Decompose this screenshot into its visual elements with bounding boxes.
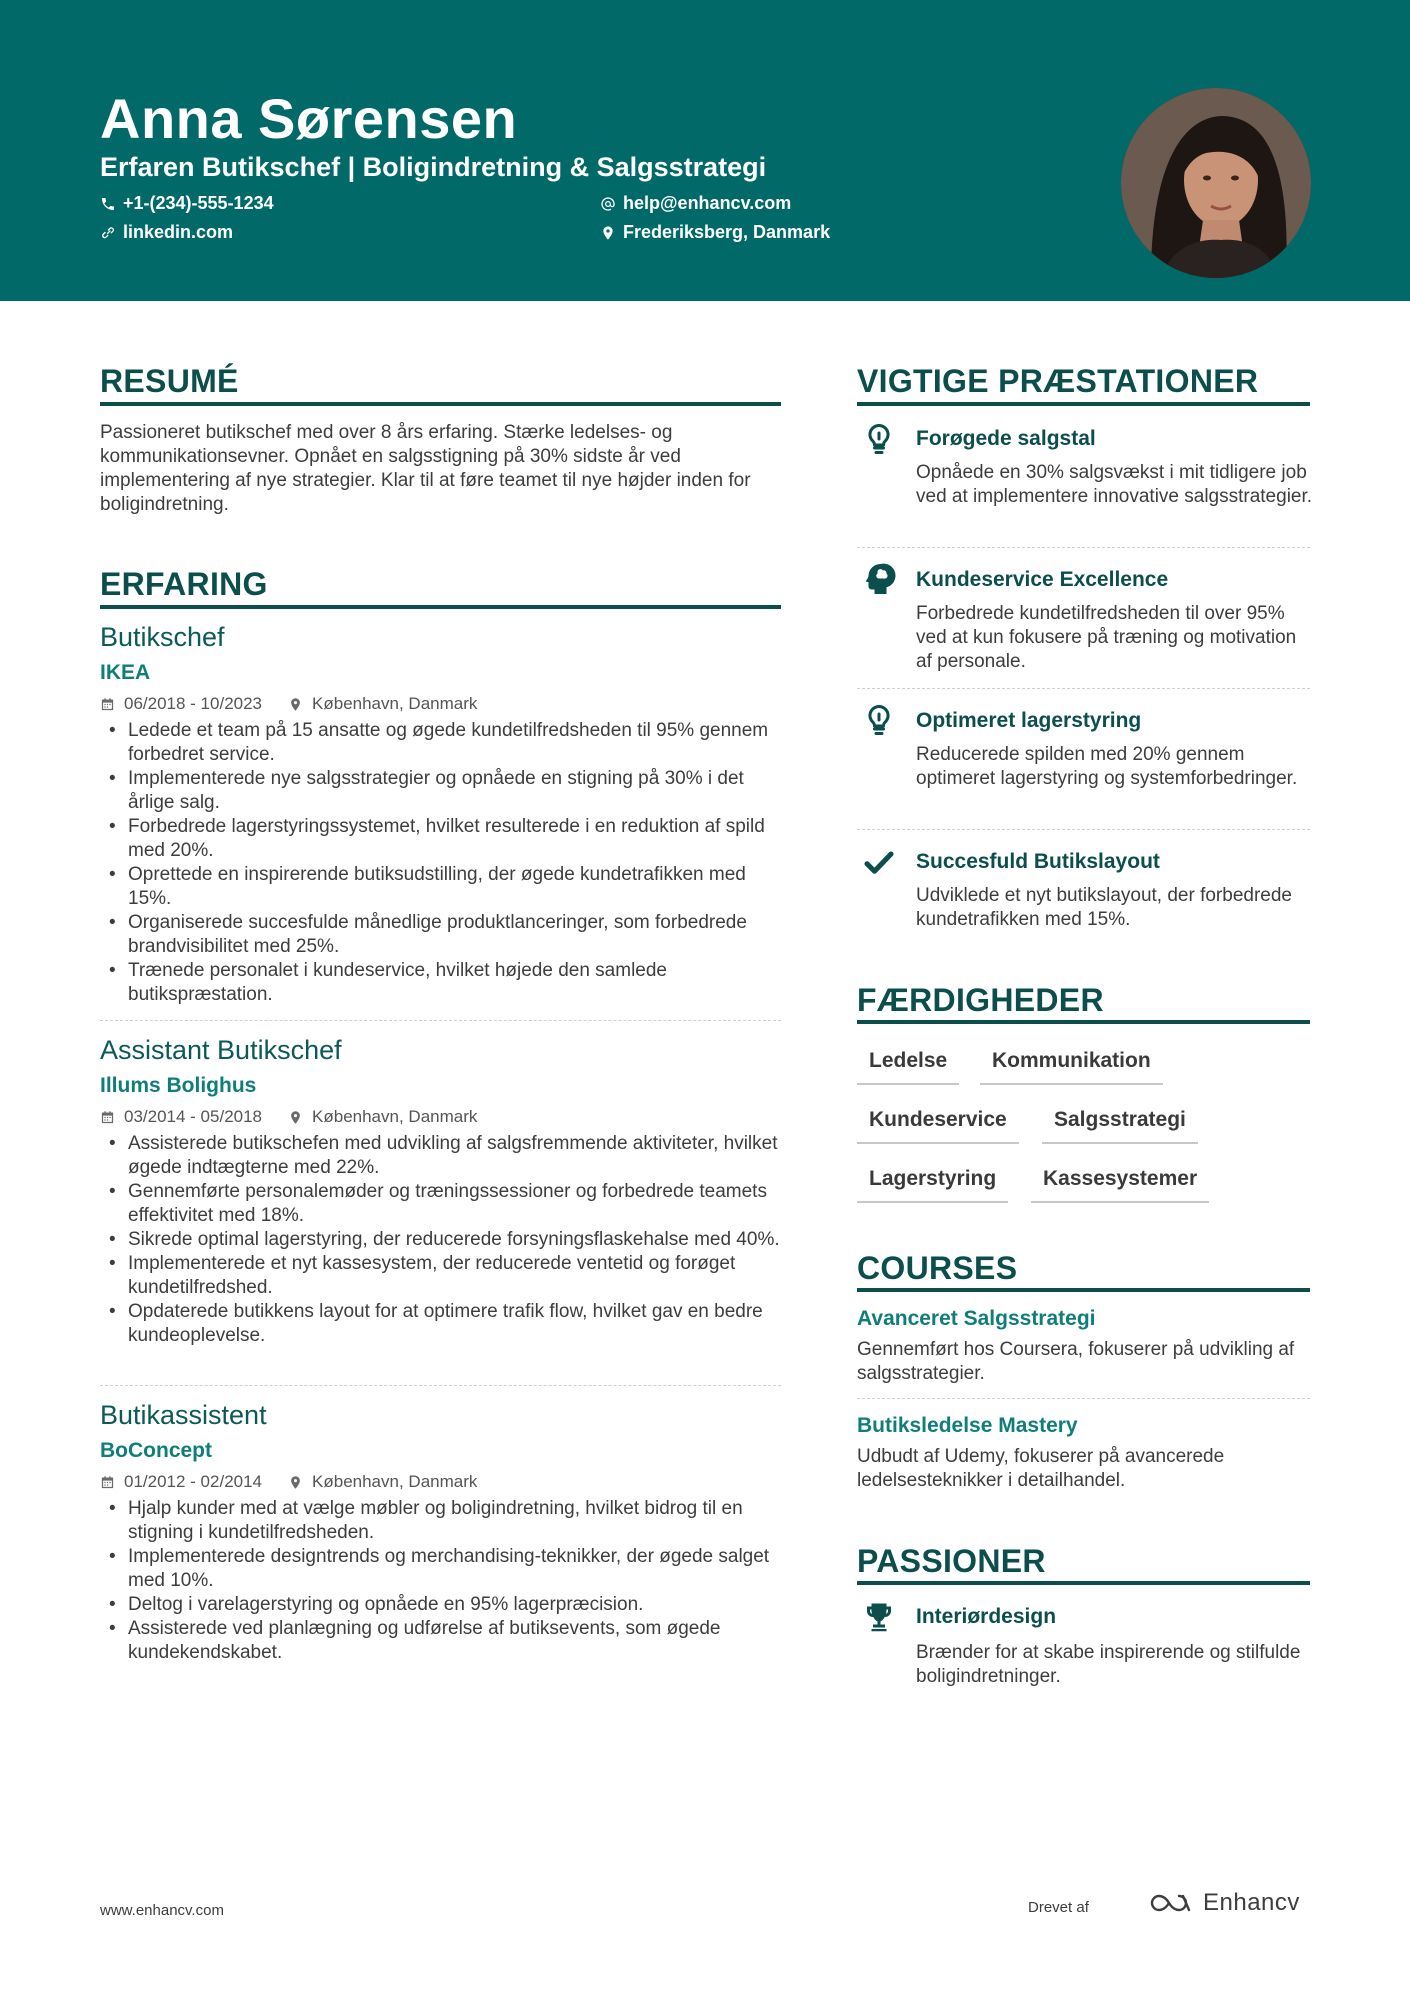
achievement-title: Kundeservice Excellence bbox=[916, 568, 1169, 591]
summary-title: RESUMÉ bbox=[100, 363, 239, 399]
course-desc: Gennemført hos Coursera, fokuserer på udvikling af salgsstrategier. bbox=[857, 1339, 1295, 1384]
courses-title: COURSES bbox=[857, 1250, 1018, 1286]
powered-by-label: Drevet af bbox=[1028, 1899, 1089, 1916]
trophy-icon bbox=[861, 1599, 897, 1635]
job-role: Butikassistent bbox=[100, 1400, 267, 1430]
enhancv-logo-icon bbox=[1147, 1891, 1193, 1915]
brand-logo[interactable] bbox=[1147, 1889, 1300, 1917]
lightbulb-icon bbox=[861, 702, 897, 738]
candidate-name: Anna Sørensen bbox=[100, 87, 518, 150]
divider bbox=[100, 1385, 781, 1386]
experience-rule bbox=[100, 605, 781, 609]
course-title: Butiksledelse Mastery bbox=[857, 1414, 1078, 1437]
checkmark-icon bbox=[861, 845, 897, 881]
brand-name: Enhancv bbox=[1203, 1889, 1300, 1916]
job-dates: 03/2014 - 05/2018 bbox=[124, 1107, 263, 1126]
skill-tag: Lagerstyring bbox=[857, 1167, 1008, 1203]
avatar bbox=[1121, 88, 1311, 278]
skill-tag: Kommunikation bbox=[980, 1049, 1163, 1085]
bullet-item: • Ledede et team på 15 ansatte og øgede kundetilfredsheden til 95% gennem forbedret service. bbox=[100, 719, 790, 767]
job-company: Illums Bolighus bbox=[100, 1074, 257, 1097]
achievement-title: Optimeret lagerstyring bbox=[916, 709, 1142, 732]
bullet-item: • Implementerede designtrends og merchandising-teknikker, der øgede salget med 10%. bbox=[100, 1545, 790, 1593]
head-brain-icon bbox=[861, 561, 897, 597]
divider bbox=[857, 1398, 1310, 1399]
contact-linkedin[interactable] bbox=[100, 222, 233, 243]
skill-tag: Kundeservice bbox=[857, 1108, 1019, 1144]
phone-icon bbox=[100, 196, 116, 212]
achievement-desc: Opnåede en 30% salgsvækst i mit tidligere job ved at implementere innovative salgsstrategier. bbox=[916, 462, 1313, 507]
passions-title: PASSIONER bbox=[857, 1543, 1046, 1579]
divider bbox=[857, 829, 1310, 830]
bullet-item: • Hjalp kunder med at vælge møbler og boligindretning, hvilket bidrog til en stigning i kundetilfredsheden. bbox=[100, 1497, 790, 1545]
skill-tag: Ledelse bbox=[857, 1049, 959, 1085]
bullet-item: • Oprettede en inspirerende butiksudstilling, der øgede kundetrafikken med 15%. bbox=[100, 863, 790, 911]
course-title: Avanceret Salgsstrategi bbox=[857, 1307, 1096, 1330]
passion-desc: Brænder for at skabe inspirerende og stilfulde boligindretninger. bbox=[916, 1642, 1301, 1687]
job-location: København, Danmark bbox=[312, 694, 478, 713]
job-bullets bbox=[100, 1132, 790, 1348]
contact-email[interactable] bbox=[600, 193, 791, 214]
bullet-item: • Forbedrede lagerstyringssystemet, hvilket resulterede i en reduktion af spild med 20%. bbox=[100, 815, 790, 863]
location-pin-icon bbox=[288, 1475, 303, 1490]
job-company: IKEA bbox=[100, 661, 151, 684]
divider bbox=[100, 1020, 781, 1021]
bullet-item: • Assisterede butikschefen med udvikling af salgsfremmende aktiviteter, hvilket øgede indtægterne med 22%. bbox=[100, 1132, 790, 1180]
footer-url[interactable]: www.enhancv.com bbox=[100, 1902, 224, 1919]
contact-phone[interactable] bbox=[100, 193, 274, 214]
calendar-icon bbox=[100, 1475, 115, 1490]
job-dates: 06/2018 - 10/2023 bbox=[124, 694, 263, 713]
bullet-item: • Implementerede et nyt kassesystem, der reducerede ventetid og forøget kundetilfredshed. bbox=[100, 1252, 790, 1300]
calendar-icon bbox=[100, 697, 115, 712]
job-location: København, Danmark bbox=[312, 1107, 478, 1126]
bullet-item: • Trænede personalet i kundeservice, hvilket højede den samlede butikspræstation. bbox=[100, 959, 790, 1007]
summary-text: Passioneret butikschef med over 8 års erfaring. Stærke ledelses- og kommunikationsevner. Opnået en salgsstigning på 30% sidste år ved implementering af nye strategier. Klar til at føre teamet til nye højder inden for boligindretning. bbox=[100, 422, 751, 515]
contact-location bbox=[600, 222, 830, 243]
location-text: Frederiksberg, Danmark bbox=[623, 222, 831, 242]
lightbulb-icon bbox=[861, 421, 897, 457]
job-meta bbox=[100, 1472, 477, 1492]
job-role: Assistant Butikschef bbox=[100, 1035, 342, 1065]
job-dates: 01/2012 - 02/2014 bbox=[124, 1472, 263, 1491]
bullet-item: • Gennemførte personalemøder og træningssessioner og forbedrede teamets effektivitet med 18%. bbox=[100, 1180, 790, 1228]
course-desc: Udbudt af Udemy, fokuserer på avancerede ledelsesteknikker i detailhandel. bbox=[857, 1446, 1225, 1491]
achievement-desc: Forbedrede kundetilfredsheden til over 95% ved at kun fokusere på træning og motivation af personale. bbox=[916, 603, 1297, 672]
skills-title: FÆRDIGHEDER bbox=[857, 982, 1104, 1018]
email-text: help@enhancv.com bbox=[623, 193, 792, 213]
phone-text: +1-(234)-555-1234 bbox=[123, 193, 274, 213]
summary-rule bbox=[100, 402, 781, 406]
achievements-title: VIGTIGE PRÆSTATIONER bbox=[857, 363, 1259, 399]
job-bullets bbox=[100, 1497, 790, 1665]
bullet-item: • Opdaterede butikkens layout for at optimere trafik flow, hvilket gav en bedre kundeoplevelse. bbox=[100, 1300, 790, 1348]
job-bullets bbox=[100, 719, 790, 1007]
bullet-item: • Assisterede ved planlægning og udførelse af butiksevents, som øgede kundekendskabet. bbox=[100, 1617, 790, 1665]
experience-title: ERFARING bbox=[100, 566, 268, 602]
location-pin-icon bbox=[288, 1110, 303, 1125]
job-location: København, Danmark bbox=[312, 1472, 478, 1491]
job-role: Butikschef bbox=[100, 622, 225, 652]
job-meta bbox=[100, 694, 477, 714]
link-icon bbox=[100, 225, 116, 241]
location-pin-icon bbox=[288, 697, 303, 712]
bullet-item: • Deltog i varelagerstyring og opnåede en 95% lagerpræcision. bbox=[100, 1593, 790, 1617]
skills-rule bbox=[857, 1020, 1310, 1024]
skill-tag: Salgsstrategi bbox=[1042, 1108, 1198, 1144]
passion-title: Interiørdesign bbox=[916, 1605, 1057, 1628]
header-banner bbox=[0, 0, 1410, 301]
bullet-item: • Implementerede nye salgsstrategier og opnåede en stigning på 30% i det årlige salg. bbox=[100, 767, 790, 815]
passions-rule bbox=[857, 1581, 1310, 1585]
divider bbox=[857, 688, 1310, 689]
achievements-rule bbox=[857, 402, 1310, 406]
skill-tag: Kassesystemer bbox=[1031, 1167, 1209, 1203]
candidate-headline: Erfaren Butikschef | Boligindretning & Salgsstrategi bbox=[100, 152, 767, 182]
courses-rule bbox=[857, 1288, 1310, 1292]
divider bbox=[857, 547, 1310, 548]
achievement-title: Forøgede salgstal bbox=[916, 427, 1096, 450]
achievement-desc: Udviklede et nyt butikslayout, der forbedrede kundetrafikken med 15%. bbox=[916, 885, 1292, 930]
achievement-desc: Reducerede spilden med 20% gennem optimeret lagerstyring og systemforbedringer. bbox=[916, 744, 1298, 789]
at-icon bbox=[600, 196, 616, 212]
linkedin-text: linkedin.com bbox=[123, 222, 234, 242]
bullet-item: • Organiserede succesfulde månedlige produktlanceringer, som forbedrede brandvisibilitet med 25%. bbox=[100, 911, 790, 959]
bullet-item: • Sikrede optimal lagerstyring, der reducerede forsyningsflaskehalse med 40%. bbox=[100, 1228, 790, 1252]
job-company: BoConcept bbox=[100, 1439, 212, 1462]
job-meta bbox=[100, 1107, 477, 1127]
achievement-title: Succesfuld Butikslayout bbox=[916, 850, 1160, 873]
location-pin-icon bbox=[600, 225, 616, 241]
calendar-icon bbox=[100, 1110, 115, 1125]
